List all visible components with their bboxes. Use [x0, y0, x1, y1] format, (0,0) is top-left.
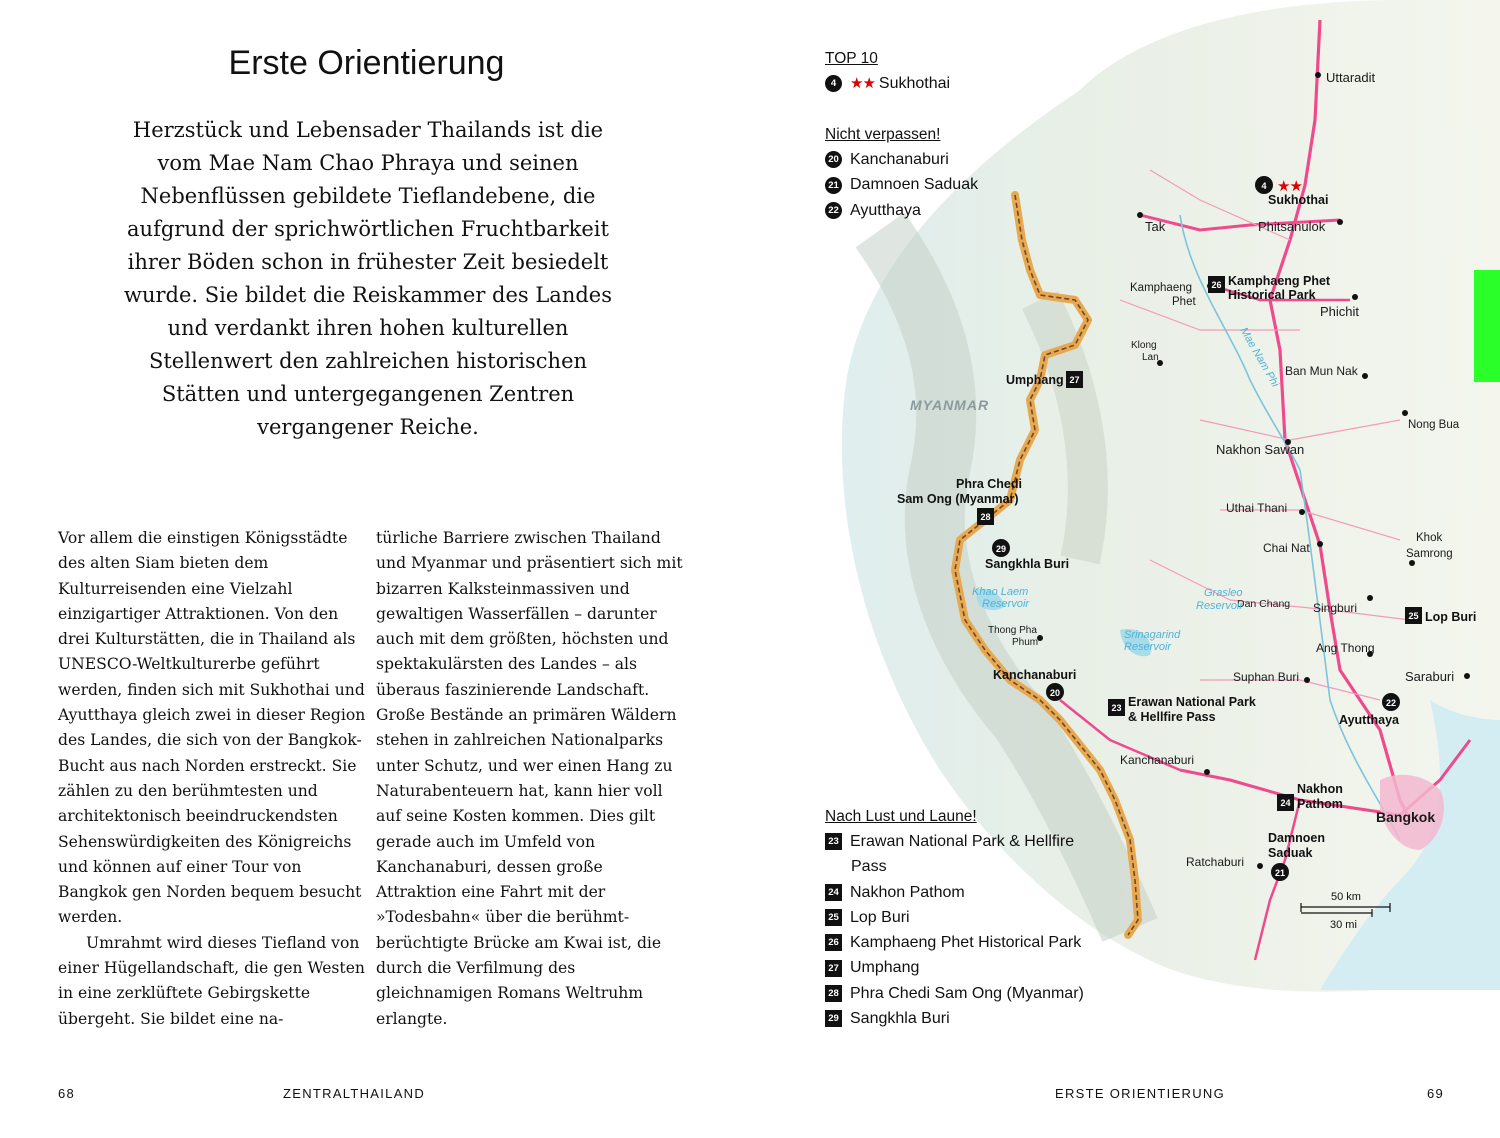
- legend-item: [825, 1006, 1084, 1031]
- legend-label: Kanchanaburi: [850, 151, 949, 168]
- body-paragraph: Vor allem die einstigen Königsstädte des alten Siam bieten dem Kulturreisenden eine Vielzahl einzigartiger Attraktionen. Von den drei Kulturstätten, die in Thailand als UNESCO-Weltkulturerbe geführt werden, finden sich mit Sukhothai und Ayutthaya gleich zwei in dieser Region des Landes, die sich von der Bangkok-Bucht aus nach Norden erstreckt. Sie zählen zu den berühmtesten und architektonisch beeindruckendsten Sehenswürdigkeiten des Königreichs und können auf einer Tour von Bangkok gen Norden bequem besucht werden.: [58, 529, 366, 927]
- place-label: Nakhon Sawan: [1216, 442, 1305, 457]
- legend-nicht-list: [825, 147, 978, 223]
- legend-label: Sukhothai: [878, 75, 951, 92]
- legend-item: [825, 829, 1084, 854]
- sight-label: Pathom: [1297, 797, 1343, 811]
- water-label: Reservoir: [1124, 641, 1172, 653]
- sight-label: & Hellfire Pass: [1128, 710, 1216, 724]
- body-paragraph: Umrahmt wird dieses Tiefland von einer Hügellandschaft, die gen Westen in eine zerklüftete Gebirgskette übergeht. Sie bildet eine na-: [58, 933, 365, 1028]
- legend-item: [825, 172, 978, 197]
- sight-label: Damnoen: [1268, 831, 1325, 845]
- legend-number: 20: [825, 151, 842, 168]
- legend-item: [825, 71, 950, 96]
- running-head: ERSTE ORIENTIERUNG: [1055, 1086, 1226, 1101]
- sight-label: Sukhothai: [1268, 193, 1329, 207]
- legend-label: Sangkhla Buri: [850, 1010, 950, 1028]
- legend-number: 28: [825, 985, 842, 1002]
- body-column-2: [376, 526, 686, 1032]
- star-icon: ★★: [850, 75, 875, 93]
- place-label: Uthai Thani: [1226, 501, 1288, 515]
- place-label: Kanchanaburi: [1120, 753, 1195, 767]
- legend-item: [825, 880, 1084, 905]
- legend-item: [825, 955, 1084, 980]
- page-title: Erste Orientierung: [228, 44, 505, 82]
- legend-number: 4: [825, 75, 842, 92]
- page-number: 69: [1427, 1086, 1445, 1101]
- legend-item: [825, 905, 1084, 930]
- water-label: Reservoir: [982, 598, 1030, 610]
- legend-item: [825, 981, 1084, 1006]
- place-label: Ban Mun Nak: [1285, 364, 1358, 378]
- sight-number: 21: [1274, 868, 1286, 878]
- sight-number: 29: [995, 544, 1007, 554]
- scale-label-mi: 30 mi: [1330, 919, 1357, 931]
- place-label: Phitsanulok: [1258, 219, 1326, 234]
- legend-label: Lop Buri: [850, 908, 910, 926]
- place-label: Klong: [1131, 340, 1157, 351]
- place-label: Phum: [1012, 637, 1039, 648]
- legend-top10-list: [825, 71, 950, 96]
- running-head: ZENTRALTHAILAND: [283, 1086, 426, 1101]
- place-label: Ratchaburi: [1186, 855, 1245, 869]
- sight-number: 22: [1385, 698, 1397, 708]
- sight-label: Kanchanaburi: [993, 668, 1077, 682]
- chapter-color-tab: [1474, 270, 1500, 382]
- sight-number: 4: [1261, 181, 1267, 191]
- place-label: Dan Chang: [1237, 598, 1291, 610]
- legend-number: 24: [825, 884, 842, 901]
- place-label: Uttaradit: [1326, 70, 1376, 85]
- sight-label: Umphang: [1006, 373, 1064, 387]
- water-label: Srinagarind: [1124, 629, 1181, 641]
- place-label: Tak: [1145, 219, 1166, 234]
- sight-label: Lop Buri: [1425, 610, 1477, 624]
- legend-lust-list: [825, 829, 1084, 1031]
- water-label: Khao Laem: [972, 586, 1029, 598]
- place-label: Thong Pha: [988, 625, 1037, 636]
- legend-number: 29: [825, 1010, 842, 1027]
- sight-number: 27: [1069, 375, 1080, 385]
- legend-label: Kamphaeng Phet Historical Park: [850, 934, 1082, 952]
- legend-label: Damnoen Saduak: [850, 176, 979, 194]
- legend-number: 25: [825, 909, 842, 926]
- scale-label-km: 50 km: [1331, 891, 1361, 903]
- legend-item-continuation: Pass: [851, 858, 887, 876]
- body-column-1: [58, 526, 368, 1032]
- sight-label: Historical Park: [1228, 288, 1316, 302]
- sight-label: Sangkhla Buri: [985, 557, 1070, 571]
- sight-number: 25: [1408, 611, 1419, 621]
- legend-label: Umphang: [850, 959, 920, 977]
- place-label: Ang Thong: [1316, 641, 1375, 655]
- place-label: Phet: [1172, 296, 1196, 308]
- lead-paragraph: Herzstück und Lebensader Thailands ist die vom Mae Nam Chao Phraya und seinen Nebenflüssen gebildete Tieflandebene, die aufgrund der sprichwörtlichen Fruchtbarkeit ihrer Böden schon in frühester Zeit besiedelt wurde. Sie bildet die Reiskammer des Landes und verdankt ihren hohen kulturellen Stellenwert den zahlreichen historischen Stätten und untergegangenen Zentren vergangener Reiche.: [124, 118, 612, 439]
- legend-heading-nicht-verpassen: Nicht verpassen!: [825, 126, 941, 143]
- legend-label: Phra Chedi Sam Ong (Myanmar): [850, 984, 1084, 1002]
- place-label: Khok: [1416, 532, 1443, 544]
- water-label: Grasleo: [1204, 587, 1243, 599]
- legend-number: 27: [825, 960, 842, 977]
- place-label: Nong Bua: [1408, 419, 1460, 431]
- water-label: Reservoir: [1196, 600, 1244, 612]
- legend-item: [825, 147, 978, 172]
- legend-number: 21: [825, 177, 842, 194]
- sight-label: Sam Ong (Myanmar): [897, 492, 1019, 506]
- sight-label: Saduak: [1268, 846, 1313, 860]
- sight-number: 24: [1280, 798, 1291, 808]
- place-label: Singburi: [1313, 601, 1358, 615]
- legend-label: Ayutthaya: [850, 201, 921, 219]
- place-label: Saraburi: [1405, 669, 1455, 684]
- legend-item: [825, 198, 978, 223]
- water-label: Mae Nam Phi: [1237, 325, 1282, 390]
- body-paragraph: türliche Barriere zwischen Thailand und Myanmar und präsentiert sich mit bizarren Kalksteinmassiven und gewaltigen Wasserfällen – darunter auch mit dem größten, höchsten und spektakulärsten des Landes – als überaus faszinierende Landschaft. Große Bestände an primären Wäldern stehen in zahlreichen Nationalparks unter Schutz, und wer einen Hang zu Naturabenteuern hat, kann hier voll auf seine Kosten kommen. Dies gilt gerade auch im Umfeld von Kanchanaburi, dessen große Attraktion eine Fahrt mit der »Todesbahn« über die berühmt-berüchtigte Brücke am Kwai ist, die durch die Verfilmung des gleichnamigen Romans Weltruhm erlangte.: [376, 529, 683, 1028]
- page-number: 68: [58, 1086, 76, 1101]
- legend-item: [825, 930, 1084, 955]
- place-label: Suphan Buri: [1233, 670, 1300, 684]
- legend-label: Erawan National Park & Hellfire: [850, 833, 1075, 850]
- sight-number: 28: [980, 512, 991, 522]
- sight-label: Nakhon: [1297, 782, 1343, 796]
- legend-number: 26: [825, 934, 842, 951]
- place-label: Phichit: [1320, 304, 1360, 319]
- sight-label: Ayutthaya: [1339, 713, 1399, 727]
- legend-heading-nach-lust: Nach Lust und Laune!: [825, 808, 977, 825]
- sight-label: Erawan National Park: [1128, 695, 1256, 709]
- legend-label: Nakhon Pathom: [850, 883, 965, 901]
- sight-label: Phra Chedi: [956, 477, 1022, 491]
- legend-number: 22: [825, 202, 842, 219]
- top-sight-stars: ★★: [1277, 178, 1302, 195]
- legend-heading-top10: TOP 10: [825, 50, 878, 67]
- place-label: Kamphaeng: [1130, 282, 1193, 294]
- sight-number: 26: [1211, 280, 1222, 290]
- sight-label: Kamphaeng Phet: [1228, 274, 1331, 288]
- country-label: MYANMAR: [910, 397, 990, 413]
- place-label: Samrong: [1406, 548, 1453, 560]
- place-label: Chai Nat: [1263, 541, 1310, 555]
- legend-number: 23: [825, 833, 842, 850]
- place-label: Lan: [1142, 352, 1159, 363]
- sight-number: 23: [1111, 703, 1122, 713]
- sight-number: 20: [1049, 688, 1061, 698]
- place-label: Bangkok: [1376, 809, 1436, 825]
